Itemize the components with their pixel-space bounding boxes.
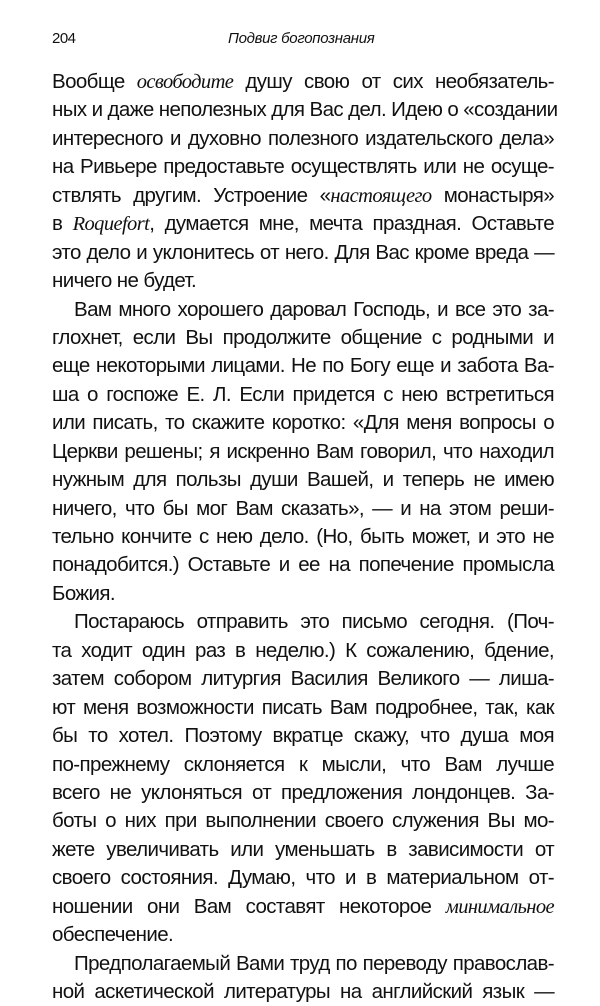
text-run: понадобится.) Оставьте и ее на попечение промысла bbox=[52, 553, 554, 577]
text-line bbox=[52, 296, 554, 324]
text-line bbox=[52, 210, 554, 238]
text-line bbox=[52, 551, 554, 579]
text-line bbox=[52, 153, 554, 181]
text-run: ношении они Вам составят некоторое bbox=[52, 894, 446, 918]
text-run: монастыря» bbox=[431, 183, 555, 207]
text-line bbox=[52, 864, 554, 892]
text-run: или писать, то скажите коротко: «Для меня вопросы о bbox=[52, 411, 554, 435]
text-run: глохнет, если Вы продолжите общение с родными и bbox=[52, 325, 554, 349]
text-line bbox=[52, 637, 554, 665]
text-run: нужным для пользы души Вашей, и теперь не имею bbox=[52, 468, 554, 492]
text-run: Церкви решены; я искренно Вам говорил, что находил bbox=[52, 439, 554, 463]
text-line bbox=[52, 779, 554, 807]
text-line bbox=[52, 96, 558, 124]
text-line bbox=[52, 409, 554, 437]
text-line bbox=[52, 267, 554, 295]
text-run: ша о госпоже Е. Л. Если придется с нею встретиться bbox=[52, 382, 554, 406]
text-run: на Ривьере предоставьте осуществлять или не осуще- bbox=[52, 155, 554, 179]
text-line bbox=[52, 466, 554, 494]
text-run: ют меня возможности писать Вам подробнее, так, как bbox=[52, 695, 554, 719]
text-line bbox=[52, 352, 554, 380]
text-line bbox=[52, 921, 554, 949]
text-run: Божия. bbox=[52, 581, 115, 605]
text-run: бы то хотел. Поэтому вкратце скажу, что душа моя bbox=[52, 724, 554, 748]
text-line bbox=[52, 182, 554, 210]
text-run: в bbox=[52, 212, 73, 236]
text-line bbox=[52, 893, 554, 921]
text-run: Предполагаемый Вами труд по переводу православ- bbox=[74, 951, 554, 975]
text-line bbox=[52, 580, 554, 608]
emphasis: освободите bbox=[136, 71, 234, 93]
text-run: Вам много хорошего даровал Господь, и все это за- bbox=[74, 297, 554, 321]
text-line bbox=[52, 665, 554, 693]
text-line bbox=[52, 125, 554, 153]
text-run: ничего, что бы мог Вам сказать», — и на этом реши- bbox=[52, 496, 554, 520]
text-run: ствлять другим. Устроение « bbox=[52, 183, 331, 207]
page-number: 204 bbox=[52, 30, 76, 47]
text-line bbox=[52, 608, 554, 636]
text-run: ничего не будет. bbox=[52, 269, 197, 293]
text-run: боты о них при выполнении своего служения Вы мо- bbox=[52, 809, 554, 833]
page-header bbox=[52, 30, 553, 52]
text-run: тельно кончите с нею дело. (Но, быть может, и это не bbox=[52, 525, 554, 548]
text-line bbox=[52, 239, 554, 267]
text-line bbox=[52, 751, 554, 779]
text-line bbox=[52, 438, 554, 466]
text-run: интересного и духовно полезного издательского дела» bbox=[52, 126, 554, 150]
text-run: всего не уклоняться от предложения лондонцев. За- bbox=[52, 780, 554, 804]
text-line bbox=[52, 950, 554, 978]
text-line bbox=[52, 722, 554, 750]
text-run: , думается мне, мечта праздная. Оставьте bbox=[149, 212, 554, 236]
text-run: Постараюсь отправить это письмо сегодня. (Поч- bbox=[74, 610, 554, 634]
emphasis: настоящего bbox=[330, 184, 432, 207]
emphasis: Roquefort bbox=[72, 213, 150, 236]
text-run: жете увеличивать или уменьшать в зависимости от bbox=[52, 837, 554, 861]
text-line bbox=[52, 694, 554, 722]
text-line bbox=[52, 495, 554, 523]
text-line bbox=[52, 523, 554, 551]
emphasis: минимальное bbox=[445, 895, 554, 918]
body-text bbox=[52, 68, 558, 1006]
running-title: Подвиг богопознания bbox=[228, 30, 375, 47]
text-run: по-прежнему склоняется к мысли, что Вам лучше bbox=[52, 752, 554, 776]
text-line bbox=[52, 978, 554, 1006]
text-run: обеспечение. bbox=[52, 923, 174, 947]
text-run: своего состояния. Думаю, что и в материальном от- bbox=[52, 866, 554, 890]
text-line bbox=[52, 381, 554, 409]
text-run: та ходит один раз в неделю.) К сожалению, бдение, bbox=[52, 638, 554, 662]
text-run: Вообще bbox=[52, 70, 137, 93]
text-run: душу свою от сих необязатель- bbox=[233, 70, 554, 93]
text-run: ной аскетической литературы на английский язык — bbox=[52, 980, 554, 1003]
text-run: ных и даже неполезных для Вас дел. Идею о «создании bbox=[52, 98, 558, 122]
text-line bbox=[52, 836, 554, 864]
text-line bbox=[52, 68, 554, 96]
text-run: затем собором литургия Василия Великого — лиша- bbox=[52, 667, 554, 691]
text-run: это дело и уклонитесь от него. Для Вас кроме вреда — bbox=[52, 240, 554, 264]
text-line bbox=[52, 807, 554, 835]
text-line bbox=[52, 324, 554, 352]
text-run: еще некоторыми лицами. Не по Богу еще и забота Ва- bbox=[52, 354, 554, 378]
